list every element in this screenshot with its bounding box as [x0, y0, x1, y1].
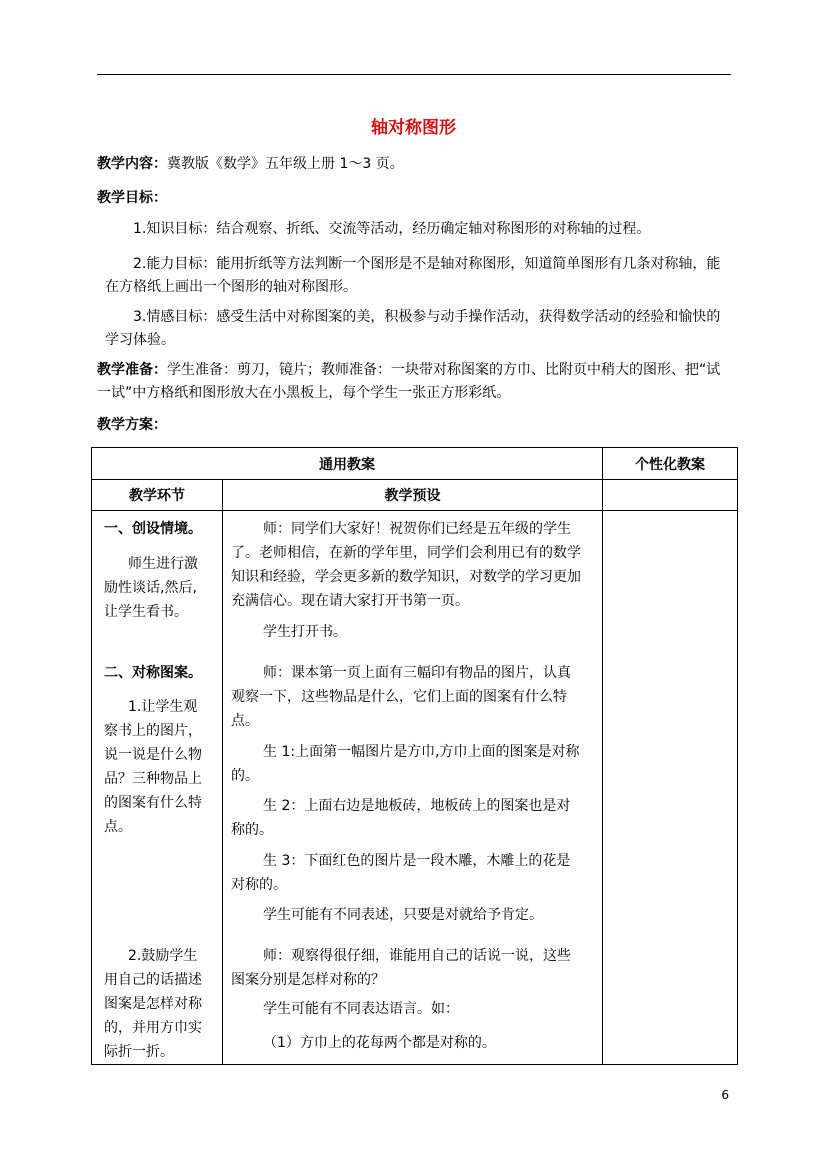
preset-2: 学生打开书。 — [263, 624, 347, 640]
step-heading-2: 二、对称图案。 — [104, 665, 202, 681]
preset-8: 师：观察得很仔细，谁能用自己的话说一说，这些图案分别是怎样对称的？ — [231, 948, 571, 988]
personal-blank-header — [603, 480, 738, 511]
plan-label: 教学方案： — [97, 417, 167, 433]
header-general: 通用教案 — [92, 448, 603, 480]
header-personal: 个性化教案 — [603, 448, 738, 480]
goal-item-2: 2.能力目标：能用折纸等方法判断一个图形是不是轴对称图形，知道简单图形有几条对称轴，能在方格纸上画出一个图形的轴对称图形。 — [105, 256, 721, 295]
preset-4: 生 1:上面第一幅图片是方巾,方巾上面的图案是对称的。 — [231, 744, 580, 784]
content-value: 冀教版《数学》五年级上册 1～3 页。 — [167, 156, 404, 172]
header-rule — [97, 74, 731, 75]
prep-value: 学生准备：剪刀，镜片；教师准备：一块带对称图案的方巾、比附页中稍大的图形、把“试一试”中方格纸和图形放大在小黑板上，每个学生一张正方形彩纸。 — [97, 362, 721, 401]
goal-item-1: 1.知识目标：结合观察、折纸、交流等活动，经历确定轴对称图形的对称轴的过程。 — [133, 221, 651, 237]
goals-label: 教学目标： — [97, 190, 167, 206]
prep-label: 教学准备： — [97, 362, 167, 378]
preset-9: 学生可能有不同表达语言。如： — [263, 1001, 459, 1017]
page-title: 轴对称图形 — [371, 118, 456, 138]
goal-item-3: 3.情感目标：感受生活中对称图案的美，积极参与动手操作活动，获得数学活动的经验和愉快的学习体验。 — [105, 309, 721, 348]
col-step-header: 教学环节 — [92, 480, 223, 511]
personal-plan-cell — [603, 511, 738, 1065]
preset-3: 师：课本第一页上面有三幅印有物品的图片，认真观察一下，这些物品是什么，它们上面的图案有什么特点。 — [231, 665, 571, 729]
content-label: 教学内容： — [97, 156, 167, 172]
step-text-3: 2.鼓励学生用自己的话描述图案是怎样对称的，并用方巾实际折一折。 — [104, 948, 202, 1060]
step-heading-1: 一、创设情境。 — [104, 521, 202, 537]
step-text-1: 师生进行激励性谈话,然后,让学生看书。 — [104, 556, 198, 620]
preset-5: 生 2：上面右边是地板砖，地板砖上的图案也是对称的。 — [231, 798, 571, 838]
preset-6: 生 3：下面红色的图片是一段木雕，木雕上的花是对称的。 — [231, 853, 571, 893]
steps-cell — [92, 511, 223, 1065]
preset-7: 学生可能有不同表述，只要是对就给予肯定。 — [263, 907, 543, 923]
col-preset-header: 教学预设 — [223, 480, 603, 511]
lesson-plan-table — [91, 447, 738, 1065]
content-line — [97, 154, 404, 174]
preset-10: （1）方巾上的花每两个都是对称的。 — [263, 1035, 496, 1051]
preset-1: 师：同学们大家好！祝贺你们已经是五年级的学生了。老师相信，在新的学年里，同学们会利用已有的数学知识和经验，学会更多新的数学知识，对数学的学习更加充满信心。现在请大家打开书第一页。 — [231, 521, 581, 609]
page-number: 6 — [721, 1088, 729, 1102]
prep-paragraph — [97, 359, 733, 405]
step-text-2: 1.让学生观察书上的图片，说一说是什么物品？三种物品上的图案有什么特点。 — [104, 699, 202, 835]
presets-cell — [223, 511, 603, 1065]
